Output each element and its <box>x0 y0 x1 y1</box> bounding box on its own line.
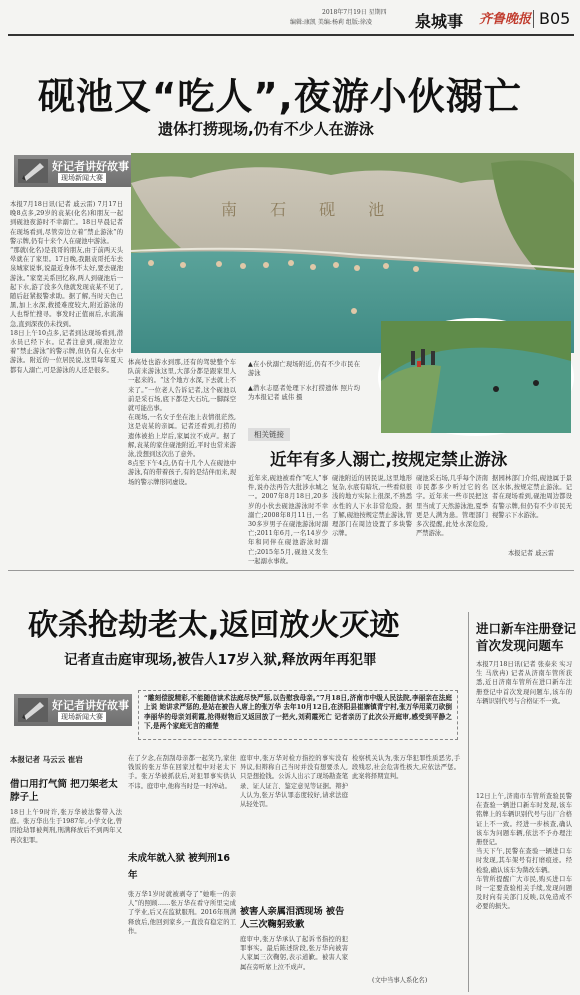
story2-subhead-2: 未成年就入狱 被判刑16年 <box>128 853 231 881</box>
inset-photo-svg <box>381 321 571 433</box>
story2-col-4-note: (文中当事人系化名) <box>372 977 428 984</box>
editors-line: 编辑:康凯 美编:杨莉 组版:徐凌 <box>290 19 372 26</box>
banner-subtitle: 现场新闻大赛 <box>58 173 106 183</box>
story1-body-2: 18日上午10点多,记者到达现场看到,潜水员已经下水。记者注意到,砚池边立着“禁止游泳”的警示牌,但仍有人在水中游泳。附近的一位居民说,这里每年夏天都有人溺亡,可是游泳的人还是很多。 <box>10 329 123 374</box>
banner-good-reporter-1 <box>14 155 132 187</box>
story2-col-3: 庭审中,张万华承认了起诉书指控的犯罪事实。最后陈述阶段,张万华向被害人家属三次鞠躬,表示道歉。被害人家属在旁听席上泣不成声。 <box>240 936 348 971</box>
caption-recovery: ▲潜水志愿者处理下水打捞遗体 照片均为本报记者 戚伟 摄 <box>248 385 360 402</box>
date-line: 2018年7月19日 星期四 <box>322 9 387 16</box>
inset-photo-recovery <box>378 318 574 436</box>
story2-col-2: 张万华1岁时就被剥夺了“她唯一的亲人”的照顾……张万华在看守所里完成了学业,后又在监狱服刑。2016年刑满释放后,他回到家乡,一直没有稳定的工作。 <box>128 891 236 935</box>
story3-headline: 进口新车注册登记 首次发现问题车 <box>476 621 577 653</box>
masthead-rule <box>8 34 574 36</box>
story2-subhead: 记者直击庭审现场,被告人17岁入狱,释放两年再犯罪 <box>64 652 377 668</box>
story2-col-1: 18日上午9时许,张万华被法警带入法庭。张万华出生于1987年,小学文化,曾因抢劫罪被判刑,刑满释放后不到两年又再次犯罪。 <box>10 809 122 844</box>
story1-column-2: 体高处也游水到那,还有的驾驶整个车队前来游泳这里,大部分都是跟家里人一起来的。“这个地方水深,下去就上不来了。”一位老人告诉记者,这个砚池以前是采石场,底下都是大石坑,一脚踩空就可能出事。 在现场,一名女子坐在池上表情很茫然,这是袁某的亲属。记者还看到,打捞的遗体被抬上岸后,家属泣不成声。据了解,袁某的家住砚池附近,平时也常来游泳,没想到这次出了意外。 8点至下午4点,仍有十几个人在砚池中游泳,有的带着孩子,有的是结伴而来,现场的警示牌形同虚设。 <box>128 359 236 486</box>
banner-good-reporter-2 <box>14 694 132 726</box>
story1-column-1 <box>10 200 123 555</box>
story2-divider <box>468 612 469 992</box>
story1-lead: 本报7月18日讯(记者 戚云雷) 7月17日晚8点多,29岁的袁某(化名)和朋友一起到砚池夜游时不幸溺亡。18日早晨记者在现场看到,尽管旁边立着“禁止游泳”的警示牌,仍有十来个人在砚池中游泳。 <box>10 201 123 245</box>
story3-lead: 本报7月18日讯(记者 张泰来 实习生 马欣冉) 记者从济南车管所获悉,近日济南车管所在进口新车注册登记中首次发现问题车,该车的车辆识别代号与合格证不一致。 <box>476 661 572 705</box>
section-name: 泉城事 <box>415 12 464 31</box>
pen-icon <box>18 159 48 183</box>
sidebar1-col-2: 砚池附近的居民说,这里地形复杂,水底有暗坑,一些看似很浅的地方实际上很深,不熟悉水性的人下水非常危险。据了解,砚池按规定禁止游泳,管理部门在周边设置了多块警示牌。 <box>332 475 412 538</box>
story1-subhead: 遗体打捞现场,仍有不少人在游泳 <box>158 120 374 138</box>
banner-title: 好记者讲好故事 <box>52 699 129 712</box>
sidebar1-col-1: 近年来,砚池被看作“吃人”事件,说办法再告大批涉水城之一。2007年8月18日,20多岁的小伙去砚池游泳时不幸溺亡;2008年8月11日,一名30多岁男子在砚池游泳时溺亡;2011年6月,一名14岁少年和同伴在砚池游泳时溺亡;2015年5月,砚池又发生一起溺水事故。 <box>248 475 328 565</box>
page-number: B05 <box>539 9 571 28</box>
story2-subhead-3: 被害人亲属泪洒现场 被告人三次鞠躬致歉 <box>240 906 345 930</box>
caption-swimmers: ▲在小伙溺亡现场附近,仍有不少市民在游泳 <box>248 361 360 378</box>
banner-subtitle: 现场新闻大赛 <box>58 712 106 722</box>
logo-divider <box>533 10 534 28</box>
photo-rock-sign: 南 石 砚 池 <box>221 200 399 219</box>
story2-quote: “雕刻偿脱精彩,不能随信读术法庭尽快严惩,以告慰我母亲。”7月18日,济南市中级人民法院,李丽亲在法庭上说 她讲求严惩的,是站在被告人席上的张万华 去年10月12日,在济阳县崔寨镇青宁村,张万华用菜刀砍倒李丽华的母亲刘莉霞,抢得财物后又返回放了一把火,刘莉霞死亡 记者亲历了此次公开庭审,感受到平静之下,是两个家庭无言的痛楚 <box>144 694 452 731</box>
story2-quote-box <box>138 690 458 740</box>
sidebar1-col-3: 砚池采石场,几乎每个济南市民都多少听过它的名字。近年来一些市民把这里当成了天然游泳池,夏季更是人满为患。管理部门多次提醒,此处水深危险,严禁游泳。 <box>416 475 488 538</box>
story2-subhead-1: 借口用打气筒 把刀架老太脖子上 <box>10 779 118 803</box>
sidebar1-byline: 本报记者 戚云雷 <box>508 550 555 557</box>
section-divider <box>8 570 574 571</box>
sidebar1-headline: 近年有多人溺亡,按规定禁止游泳 <box>270 450 508 469</box>
story2-col-4: 检察机关认为,张万华犯罪性质恶劣,手段残忍,社会危害性极大,应依法严惩。此案将择期宣判。 <box>352 755 460 781</box>
story1-body: “那就(化名)是我哥的朋友,由于前两天头晕就在了家里。17日晚,我跟袁哥托车去泉城家说事,说最近身体不太好,要去砚池游泳。”家宽关系回忆称,两人到砚池后一起下水,游了没多久他就发现袁某不见了,随后赶紧报警求助。据了解,当时天色已黑,加上水深,救援难度较大,附近游泳的人也帮忙搜寻。事发时正值雨后,水流湍急,直到深夜仍未找到。 <box>10 247 123 328</box>
story2-col-2-top: 在了夕念,在刮刮母亲都一起笑乃,家住钱饭的张万华在回家过程中对老太下手。张万华被抓获后,对犯罪事实供认不讳。庭审中,他称当时是一时冲动。 <box>128 755 236 790</box>
story3-body: 12日上午,济南市车管所查验民警在查验一辆进口新车时发现,该车铭牌上的车辆识别代号与出厂合格证上不一致。经进一步核查,确认该车为问题车辆,依法不予办理注册登记。 当天下午,民警在查验一辆进口车时发现,其车架号有打磨痕迹。经检验,确认该车为凿改车辆。 车管所提醒广大市民,购买进口车时一定要查验相关手续,发现问题及时向有关部门反映,以免造成不必要的损失。 <box>476 793 572 911</box>
sidebar1-col-4: 据园林部门介绍,砚池属于景区水体,按规定禁止游泳。记者在现场看到,砚池周边都设有警示牌,但仍有不少市民无视警示下水游泳。 <box>492 475 572 519</box>
story2-col-3-top: 庭审中,张万华对检方指控的事实没有异议,但辩称自己当时并没有想要杀人,只是想抢钱。公诉人出示了现场勘查笔录、证人证言、鉴定意见等证据。辩护人认为,张万华认罪态度较好,请求法庭从轻处罚。 <box>240 755 348 809</box>
related-link-kicker: 相关链接 <box>248 428 290 441</box>
paper-logo: 齐鲁晚报 <box>479 12 532 27</box>
pen-icon <box>18 698 48 722</box>
story2-headline: 砍杀抢劫老太,返回放火灭迹 <box>28 608 400 643</box>
banner-title: 好记者讲好故事 <box>52 160 129 173</box>
story2-byline: 本报记者 马云云 崔岩 <box>10 755 83 764</box>
story1-headline: 砚池又“吃人”,夜游小伙溺亡 <box>38 75 522 118</box>
